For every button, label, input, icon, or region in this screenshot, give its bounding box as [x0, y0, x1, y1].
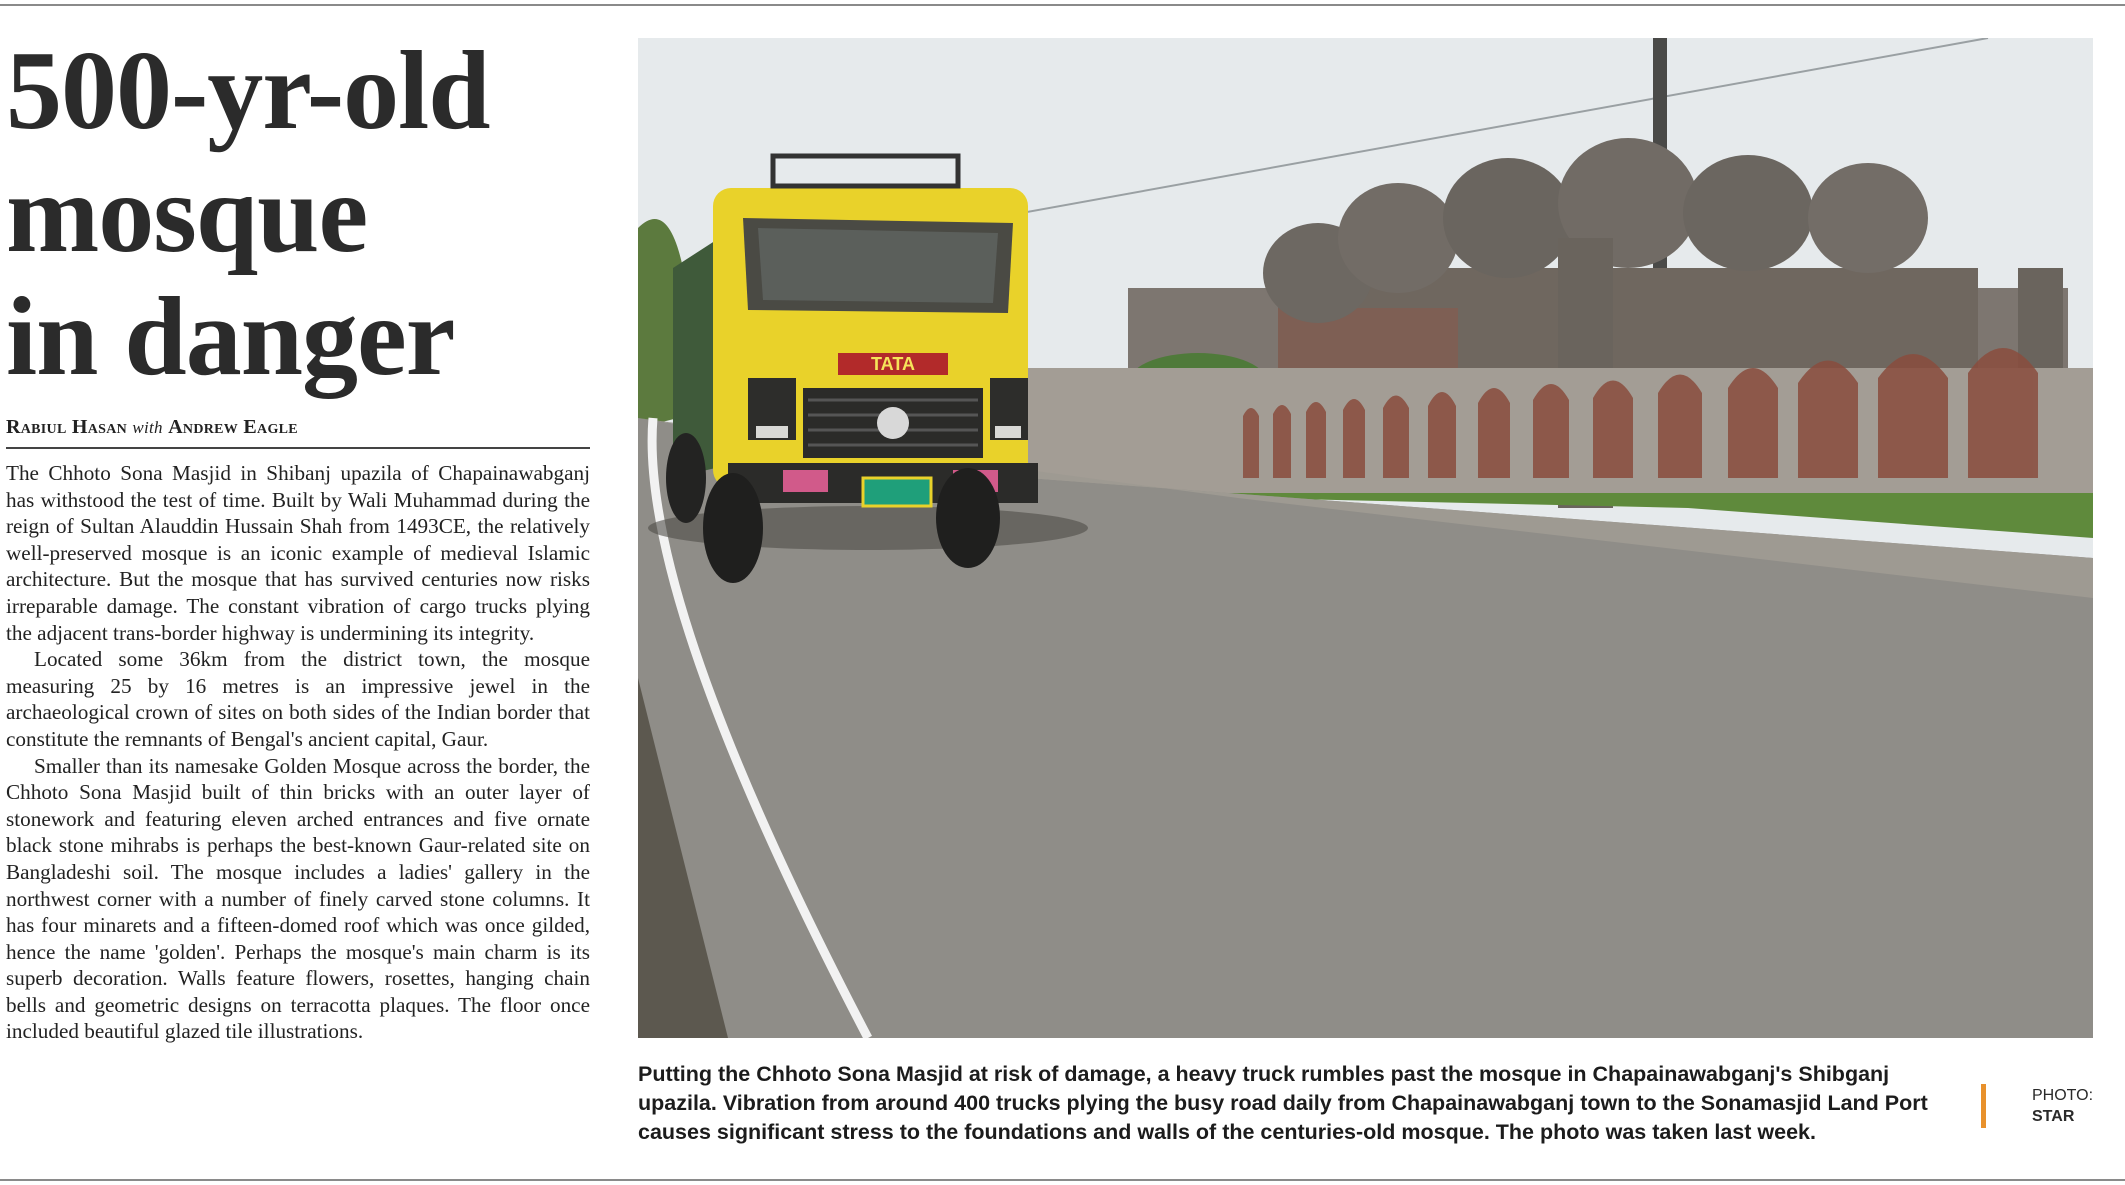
bottom-rule	[0, 1179, 2125, 1181]
author-2: Andrew Eagle	[168, 416, 298, 438]
byline-rule	[6, 447, 590, 449]
news-photo	[638, 38, 2093, 1038]
author-1: Rabiul Hasan	[6, 416, 128, 438]
headline-line-2: mosque	[6, 152, 368, 276]
headline-line-3: in danger	[6, 275, 455, 399]
truck-brand: TATA	[871, 354, 915, 374]
credit-accent-bar	[1981, 1084, 1986, 1128]
article-body	[6, 460, 590, 1045]
headline	[6, 30, 606, 399]
photo-credit	[2032, 1085, 2122, 1127]
article-paragraph-1: The Chhoto Sona Masjid in Shibanj upazila of Chapainawabganj has withstood the test of time. Built by Wali Muhammad during the reign of Sultan Alauddin Hussain Shah from 1493CE, the relatively well-preserved mosque is an iconic example of medieval Islamic architecture. But the mosque that has survived centuries now risks irreparable damage. The constant vibration of cargo trucks plying the adjacent trans-border highway is undermining its integrity.	[6, 461, 590, 645]
top-rule	[0, 4, 2125, 6]
article-paragraph-2: Located some 36km from the district town, the mosque measuring 25 by 16 metres is an impressive jewel in the archaeological crown of sites on both sides of the Indian border that constitute the remnants of Bengal's ancient capital, Gaur.	[6, 647, 590, 751]
photo-caption: Putting the Chhoto Sona Masjid at risk of damage, a heavy truck rumbles past the mosque in Chapainawabganj's Shibganj upazila. Vibration from around 400 trucks plying the busy road daily from Chapainawabganj town to the Sonamasjid Land Port causes significant stress to the foundations and walls of the centuries-old mosque. The photo was taken last week.	[638, 1062, 1928, 1144]
article-paragraph-3: Smaller than its namesake Golden Mosque across the border, the Chhoto Sona Masjid built of thin bricks with an outer layer of stonework and featuring eleven arched entrances and five ornate black stone mihrabs is perhaps the best-known Gaur-related site on Bangladeshi soil. The mosque includes a ladies' gallery in the northwest corner with a number of finely carved stone columns. It has four minarets and a fifteen-domed roof which was once gilded, hence the name 'golden'. Perhaps the mosque's main charm is its superb decoration. Walls feature flowers, rosettes, hanging chain bells and geometric designs on terracotta plaques. The floor once included beautiful glazed tile illustrations.	[6, 753, 590, 1044]
credit-source: STAR	[2032, 1108, 2075, 1125]
byline-connector: with	[132, 418, 163, 437]
truck-and-mosque-illustration	[638, 38, 2093, 1038]
headline-line-1: 500-yr-old	[6, 29, 490, 153]
byline	[6, 416, 591, 439]
credit-label: PHOTO:	[2032, 1087, 2094, 1104]
